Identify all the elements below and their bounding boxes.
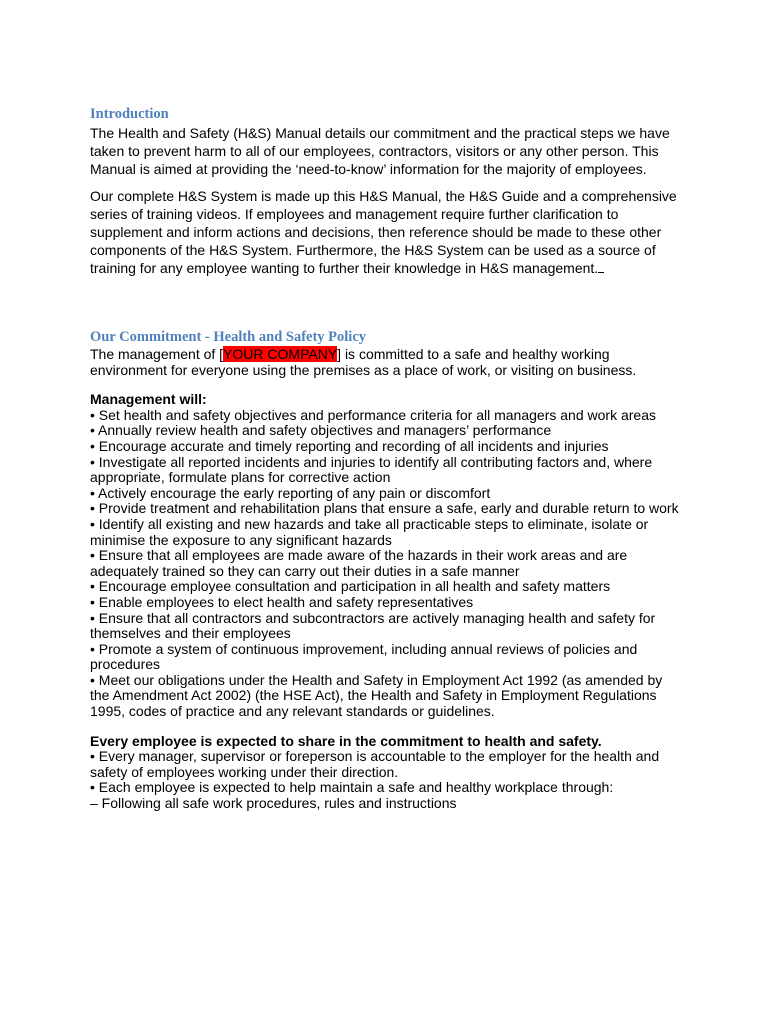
management-item: • Ensure that all contractors and subcontractors are actively managing health and safety for themselves and their employees bbox=[90, 609, 656, 642]
introduction-paragraph-2-text: Our complete H&S System is made up this H&S Manual, the H&S Guide and a comprehensive series of training videos. If employees and management require further clarification to supplement and inform actions and decisions, then reference should be made to these other components of the H&S System. Furthermore, the H&S System can be used as a source of training for any employee wanting to further their knowledge in H&S management. bbox=[90, 188, 677, 276]
employee-list bbox=[90, 749, 685, 811]
employee-item: – Following all safe work procedures, rules and instructions bbox=[90, 795, 457, 812]
document-page bbox=[90, 104, 685, 812]
policy-statement-end: ] is committed to a safe and healthy working environment for everyone using the premises as a place of work, or visiting on business. bbox=[90, 346, 637, 378]
management-heading: Management will: bbox=[90, 391, 207, 408]
management-item: • Annually review health and safety objectives and managers’ performance bbox=[90, 422, 552, 439]
company-name-placeholder: YOUR COMPANY bbox=[223, 346, 338, 362]
management-item: • Encourage employee consultation and participation in all health and safety matters bbox=[90, 578, 611, 595]
management-item: • Meet our obligations under the Health and Safety in Employment Act 1992 (as amended by the Amendment Act 2002) (the HSE Act), the Health and Safety in Employment Regulations 1995, codes of practice and any relevant standards or guidelines. bbox=[90, 671, 663, 720]
policy-heading: Our Commitment - Health and Safety Policy bbox=[90, 329, 367, 345]
introduction-heading: Introduction bbox=[90, 106, 169, 122]
introduction-paragraph-1: The Health and Safety (H&S) Manual details our commitment and the practical steps we have taken to prevent harm to all of our employees, contractors, visitors or any other person. This Manual is aimed at providing the ‘need-to-know’ information for the majority of employees. bbox=[90, 125, 670, 177]
introduction-paragraph-2 bbox=[90, 187, 685, 277]
employee-item: • Each employee is expected to help maintain a safe and healthy workplace through: bbox=[90, 779, 614, 796]
policy-section bbox=[90, 327, 685, 812]
policy-statement bbox=[90, 347, 685, 378]
employee-item: • Every manager, supervisor or foreperson is accountable to the employer for the health and safety of employees working under their direction. bbox=[90, 748, 660, 780]
management-item: • Promote a system of continuous improvement, including annual reviews of policies and procedures bbox=[90, 640, 638, 673]
introduction-section bbox=[90, 104, 685, 277]
management-item: • Encourage accurate and timely reporting and recording of all incidents and injuries bbox=[90, 437, 609, 454]
management-item: • Provide treatment and rehabilitation plans that ensure a safe, early and durable return to work bbox=[90, 500, 679, 517]
management-item: • Identify all existing and new hazards and take all practicable steps to eliminate, isolate or minimise the exposure to any significant hazards bbox=[90, 515, 649, 548]
management-item: • Set health and safety objectives and performance criteria for all managers and work areas bbox=[90, 406, 656, 423]
management-item: • Actively encourage the early reporting of any pain or discomfort bbox=[90, 484, 491, 501]
management-item: • Investigate all reported incidents and injuries to identify all contributing factors and, where appropriate, formulate plans for corrective action bbox=[90, 453, 653, 486]
employee-commitment-heading: Every employee is expected to share in the commitment to health and safety. bbox=[90, 732, 602, 749]
text-cursor-mark bbox=[598, 260, 604, 273]
policy-statement-start: The management of [ bbox=[90, 346, 224, 362]
management-list bbox=[90, 408, 685, 720]
management-item: • Enable employees to elect health and safety representatives bbox=[90, 593, 474, 610]
management-item: • Ensure that all employees are made aware of the hazards in their work areas and are adequately trained so they can carry out their duties in a safe manner bbox=[90, 547, 628, 579]
